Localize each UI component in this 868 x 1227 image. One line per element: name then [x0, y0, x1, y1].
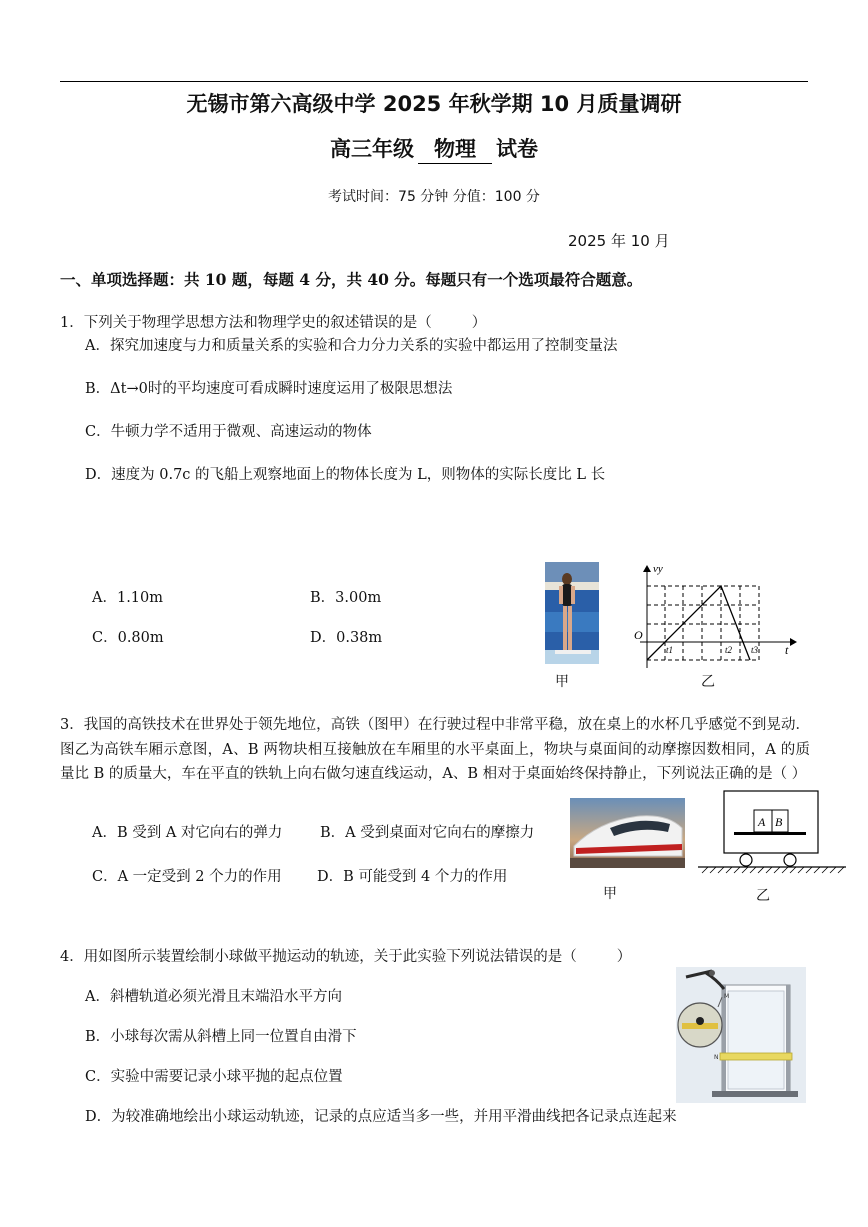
q4-stem [60, 950, 631, 965]
velocity-time-graph [628, 560, 803, 670]
photo-caption: 甲 [555, 674, 569, 690]
q4-stem-close: ） [616, 949, 632, 965]
train-photo [570, 798, 685, 868]
q3-stem: 3．我国的高铁技术在世界处于领先地位，高铁（图甲）在行驶过程中非常平稳，放在桌上的水杯几乎感觉不到晃动．图乙为高铁车厢示意图，A、B 两物块相互接触放在车厢里的水平桌面上，物块与桌面间的动摩擦因数相同，A 的质量比 B 的质量大，车在平直的铁轨上向右做匀速直线运动，A、B 相对于桌面始终保持静止，下列说法正确的是（ ） [60, 717, 810, 782]
tick-t1: t1 [666, 645, 674, 655]
label-m: M [724, 993, 730, 1000]
q1-stem-text: 1．下列关于物理学思想方法和物理学史的叙述错误的是（ [60, 315, 432, 331]
q4-option-d: D．为较准确地绘出小球运动轨迹，记录的点应适当多一些，并用平滑曲线把各记录点连起来 [85, 1109, 677, 1125]
block-a-label: A [758, 815, 766, 829]
q1-stem-close: ） [471, 315, 487, 331]
grade-label: 高三年级 [330, 137, 414, 161]
q1-option-b: B．Δt→0时的平均速度可看成瞬时速度运用了极限思想法 [85, 381, 453, 397]
q1-option-d: D．速度为 0.7c 的飞船上观察地面上的物体长度为 L，则物体的实际长度比 L 长 [85, 467, 606, 483]
graph-caption: 乙 [701, 674, 715, 690]
q3-option-b: B．A 受到桌面对它向右的摩擦力 [320, 825, 535, 841]
label-n: N [714, 1054, 719, 1061]
q4-option-c: C．实验中需要记录小球平抛的起点位置 [85, 1069, 343, 1085]
exam-date: 2025 年 10 月 [568, 232, 670, 250]
q1-option-a: A．探究加速度与力和质量关系的实验和合力分力关系的实验中都运用了控制变量法 [85, 338, 618, 354]
wheel-right [784, 854, 796, 866]
q2-option-b: B．3.00m [310, 590, 382, 606]
carriage-diagram [698, 790, 846, 880]
tick-t2: t2 [725, 645, 733, 655]
origin-label: O [634, 628, 643, 642]
carriage-caption: 乙 [756, 888, 770, 904]
block-b-label: B [775, 815, 783, 829]
q1-option-c: C．牛顿力学不适用于微观、高速运动的物体 [85, 424, 372, 440]
wheel-left [740, 854, 752, 866]
q1-stem [60, 316, 486, 331]
header-rule [60, 81, 808, 82]
train-caption: 甲 [603, 886, 617, 902]
tick-t3: t3 [751, 645, 759, 655]
school-title: 无锡市第六高级中学 2025 年秋学期 10 月质量调研 [186, 92, 682, 116]
diver-photo [545, 562, 599, 664]
q2-option-c: C．0.80m [92, 630, 164, 646]
q2-option-a: A．1.10m [92, 590, 164, 606]
paper-type-label: 试卷 [496, 137, 538, 161]
q4-option-b: B．小球每次需从斜槽上同一位置自由滑下 [85, 1029, 357, 1045]
section-heading: 一、单项选择题：共 10 题，每题 4 分，共 40 分。每题只有一个选项最符合题意。 [60, 270, 643, 289]
q3-option-a: A．B 受到 A 对它向右的弹力 [92, 825, 283, 841]
table-top [734, 832, 806, 835]
subject-label: 物理 [418, 133, 492, 164]
q2-option-d: D．0.38m [310, 630, 383, 646]
paper-title [0, 133, 868, 164]
rail-hatching [702, 867, 844, 873]
y-axis-label: vy [653, 563, 663, 575]
exam-info: 考试时间：75 分钟 分值：100 分 [328, 189, 540, 205]
velocity-line [647, 586, 750, 660]
q4-option-a: A．斜槽轨道必须光滑且末端沿水平方向 [85, 989, 342, 1005]
q4-stem-text: 4．用如图所示装置绘制小球做平抛运动的轨迹，关于此实验下列说法错误的是（ [60, 949, 577, 965]
graph-grid [647, 586, 759, 660]
x-axis-label: t [785, 643, 789, 657]
q3-option-d: D．B 可能受到 4 个力的作用 [317, 869, 508, 885]
projectile-apparatus [676, 967, 806, 1103]
q3-option-c: C．A 一定受到 2 个力的作用 [92, 869, 282, 885]
